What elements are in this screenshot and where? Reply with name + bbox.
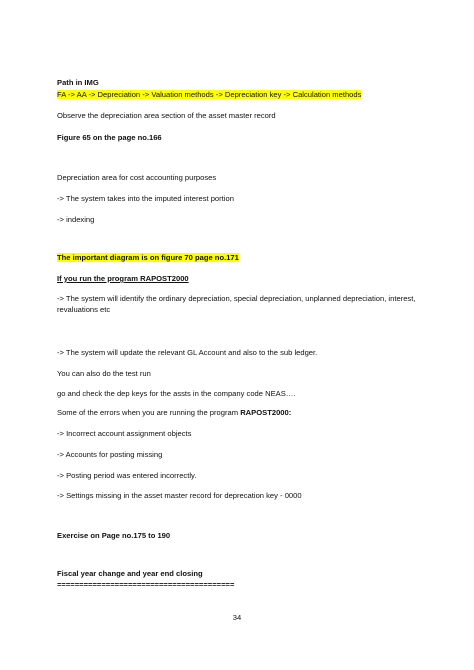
bullet-line: -> The system takes into the imputed interest portion [57, 194, 234, 203]
heading-path-in-img: Path in IMG [57, 78, 99, 87]
error-item: -> Accounts for posting missing [57, 450, 163, 459]
section-heading: Fiscal year change and year end closing [57, 569, 203, 578]
img-path-line [57, 89, 427, 100]
separator-line: ======================================== [57, 580, 235, 589]
error-item: -> Settings missing in the asset master record for deprecation key - 0000 [57, 491, 302, 500]
important-diagram-line [57, 252, 427, 263]
bullet-line: -> The system will update the relevant GL Account and also to the sub ledger. [57, 348, 318, 357]
highlighted-text: The important diagram is on figure 70 page no.171 [57, 253, 239, 262]
paragraph: Depreciation area for cost accounting purposes [57, 173, 217, 182]
bullet-line: -> indexing [57, 215, 95, 224]
error-item: -> Posting period was entered incorrectly. [57, 471, 197, 480]
error-item: -> Incorrect account assignment objects [57, 429, 192, 438]
errors-intro-text: Some of the errors when you are running the program [57, 408, 241, 417]
paragraph [57, 407, 427, 418]
program-name: RAPOST2000: [240, 408, 292, 417]
bullet-line: -> The system will identify the ordinary depreciation, special depreciation, unplanned depreciation, interest, revaluations etc [57, 294, 416, 314]
paragraph: go and check the dep keys for the assts in the company code NEAS…. [57, 389, 296, 398]
exercise-reference: Exercise on Page no.175 to 190 [57, 531, 171, 540]
highlighted-text: FA -> AA -> Depreciation -> Valuation methods -> Depreciation key -> Calculation methods [57, 90, 362, 99]
page-number: 34 [232, 613, 242, 622]
paragraph: You can also do the test run [57, 369, 151, 378]
paragraph: Observe the depreciation area section of the asset master record [57, 111, 276, 120]
figure-reference: Figure 65 on the page no.166 [57, 133, 162, 142]
subheading-rapost2000: If you run the program RAPOST2000 [57, 274, 189, 283]
